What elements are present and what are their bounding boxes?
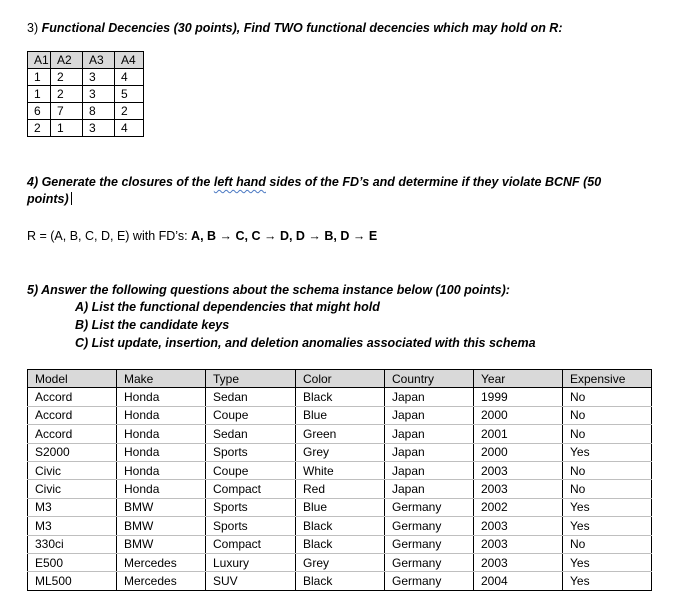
car-table-cell: Germany <box>385 498 474 516</box>
car-table-cell: 330ci <box>28 535 117 553</box>
question-4-text-cont: points) <box>27 192 69 206</box>
question-5-item-b: B) List the candidate keys <box>75 318 230 332</box>
relation-schema: R = (A, B, C, D, E) with FD’s: <box>27 229 192 243</box>
car-table-cell: Blue <box>296 406 385 424</box>
car-table-header: Color <box>296 370 385 388</box>
car-table-header: Type <box>206 370 296 388</box>
fd-table <box>27 51 144 137</box>
car-table <box>27 369 652 591</box>
car-table-cell: Yes <box>563 572 652 590</box>
car-table-cell: Grey <box>296 553 385 571</box>
car-table-cell: Accord <box>28 406 117 424</box>
car-table-cell: Civic <box>28 480 117 498</box>
car-table-cell: 1999 <box>474 388 563 406</box>
question-3-title: Functional Decencies (30 points), Find TWO functional decencies which may hold on R: <box>41 21 563 35</box>
car-table-cell: No <box>563 535 652 553</box>
relation-fds: A, B → C, C → D, D → B, D → E <box>191 229 378 243</box>
relation-definition <box>27 229 377 243</box>
car-table-cell: BMW <box>117 498 206 516</box>
fd-table-row <box>28 103 144 120</box>
car-table-cell: Civic <box>28 461 117 479</box>
car-table-header: Expensive <box>563 370 652 388</box>
car-table-row <box>28 517 652 535</box>
car-table-header: Make <box>117 370 206 388</box>
car-table-cell: Black <box>296 572 385 590</box>
car-table-cell: Sports <box>206 498 296 516</box>
fd-table-row <box>28 69 144 86</box>
car-table-cell: No <box>563 388 652 406</box>
car-table-cell: Germany <box>385 572 474 590</box>
car-table-cell: No <box>563 425 652 443</box>
car-table-cell: Accord <box>28 425 117 443</box>
car-table-cell: Sports <box>206 443 296 461</box>
car-table-row <box>28 480 652 498</box>
car-table-cell: 2003 <box>474 535 563 553</box>
car-table-cell: Luxury <box>206 553 296 571</box>
car-table-cell: Honda <box>117 461 206 479</box>
car-table-cell: Sports <box>206 517 296 535</box>
question-4-line-2 <box>27 192 72 206</box>
car-table-cell: 2004 <box>474 572 563 590</box>
fd-table-cell: 6 <box>28 103 51 120</box>
question-4-text-end: sides of the FD’s and determine if they violate BCNF (50 <box>265 175 602 189</box>
car-table-cell: Red <box>296 480 385 498</box>
car-table-cell: M3 <box>28 498 117 516</box>
car-table-cell: Germany <box>385 517 474 535</box>
car-table-cell: Sedan <box>206 388 296 406</box>
car-table-cell: Japan <box>385 461 474 479</box>
car-table-header: Year <box>474 370 563 388</box>
car-table-cell: Yes <box>563 443 652 461</box>
car-table-row <box>28 498 652 516</box>
car-table-cell: Mercedes <box>117 572 206 590</box>
fd-table-cell: 7 <box>51 103 83 120</box>
car-table-cell: Compact <box>206 480 296 498</box>
fd-table-header: A4 <box>115 52 144 69</box>
car-table-cell: Sedan <box>206 425 296 443</box>
car-table-cell: Japan <box>385 425 474 443</box>
fd-table-cell: 3 <box>83 86 115 103</box>
car-table-cell: Japan <box>385 388 474 406</box>
fd-table-cell: 3 <box>83 69 115 86</box>
car-table-cell: Accord <box>28 388 117 406</box>
car-table-cell: 2000 <box>474 443 563 461</box>
car-table-cell: Mercedes <box>117 553 206 571</box>
car-table-row <box>28 425 652 443</box>
car-table-cell: 2002 <box>474 498 563 516</box>
car-table-cell: Black <box>296 517 385 535</box>
fd-table-row <box>28 86 144 103</box>
car-table-cell: 2003 <box>474 480 563 498</box>
car-table-cell: Grey <box>296 443 385 461</box>
car-table-cell: Green <box>296 425 385 443</box>
car-table-cell: Coupe <box>206 461 296 479</box>
fd-table-cell: 1 <box>28 86 51 103</box>
car-table-cell: White <box>296 461 385 479</box>
car-table-cell: Blue <box>296 498 385 516</box>
fd-table-cell: 1 <box>28 69 51 86</box>
car-table-cell: 2003 <box>474 517 563 535</box>
fd-table-header-row <box>28 52 144 69</box>
fd-table-cell: 2 <box>115 103 144 120</box>
question-3-heading <box>27 21 563 35</box>
car-table-cell: Black <box>296 535 385 553</box>
fd-table-cell: 2 <box>28 120 51 137</box>
text-cursor <box>71 192 72 205</box>
car-table-cell: Yes <box>563 553 652 571</box>
car-table-cell: Japan <box>385 406 474 424</box>
car-table-row <box>28 461 652 479</box>
car-table-cell: Honda <box>117 480 206 498</box>
fd-table-cell: 3 <box>83 120 115 137</box>
spellcheck-underlined-text: left hand <box>213 175 266 189</box>
car-table-cell: Germany <box>385 553 474 571</box>
car-table-cell: Yes <box>563 498 652 516</box>
fd-table-cell: 8 <box>83 103 115 120</box>
car-table-cell: Honda <box>117 425 206 443</box>
car-table-cell: Germany <box>385 535 474 553</box>
car-table-cell: S2000 <box>28 443 117 461</box>
fd-table-header: A1 <box>28 52 51 69</box>
car-table-cell: No <box>563 461 652 479</box>
fd-table-row <box>28 120 144 137</box>
car-table-cell: Coupe <box>206 406 296 424</box>
car-table-header-row <box>28 370 652 388</box>
question-5-item-c: C) List update, insertion, and deletion anomalies associated with this schema <box>75 336 536 350</box>
car-table-row <box>28 443 652 461</box>
car-table-cell: 2001 <box>474 425 563 443</box>
car-table-cell: Black <box>296 388 385 406</box>
question-3-number: 3) <box>27 21 39 35</box>
car-table-cell: Honda <box>117 388 206 406</box>
question-5-title: 5) Answer the following questions about the schema instance below (100 points): <box>27 283 510 297</box>
car-table-cell: Honda <box>117 406 206 424</box>
fd-table-cell: 1 <box>51 120 83 137</box>
car-table-cell: 2003 <box>474 461 563 479</box>
car-table-cell: No <box>563 480 652 498</box>
car-table-cell: M3 <box>28 517 117 535</box>
car-table-cell: BMW <box>117 517 206 535</box>
car-table-cell: BMW <box>117 535 206 553</box>
question-4-text-start: 4) Generate the closures of the <box>27 175 214 189</box>
car-table-row <box>28 553 652 571</box>
car-table-cell: Japan <box>385 480 474 498</box>
fd-table-cell: 4 <box>115 120 144 137</box>
car-table-header: Country <box>385 370 474 388</box>
car-table-cell: 2003 <box>474 553 563 571</box>
car-table-cell: No <box>563 406 652 424</box>
car-table-cell: Honda <box>117 443 206 461</box>
car-table-row <box>28 406 652 424</box>
question-5-item-a: A) List the functional dependencies that might hold <box>75 300 380 314</box>
car-table-cell: Compact <box>206 535 296 553</box>
car-table-row <box>28 535 652 553</box>
fd-table-cell: 2 <box>51 69 83 86</box>
car-table-cell: 2000 <box>474 406 563 424</box>
car-table-cell: ML500 <box>28 572 117 590</box>
car-table-row <box>28 572 652 590</box>
car-table-cell: SUV <box>206 572 296 590</box>
car-table-header: Model <box>28 370 117 388</box>
fd-table-header: A3 <box>83 52 115 69</box>
car-table-cell: Japan <box>385 443 474 461</box>
question-4-line-1 <box>27 175 601 189</box>
fd-table-cell: 5 <box>115 86 144 103</box>
car-table-cell: Yes <box>563 517 652 535</box>
fd-table-cell: 2 <box>51 86 83 103</box>
fd-table-header: A2 <box>51 52 83 69</box>
car-table-cell: E500 <box>28 553 117 571</box>
fd-table-cell: 4 <box>115 69 144 86</box>
car-table-row <box>28 388 652 406</box>
